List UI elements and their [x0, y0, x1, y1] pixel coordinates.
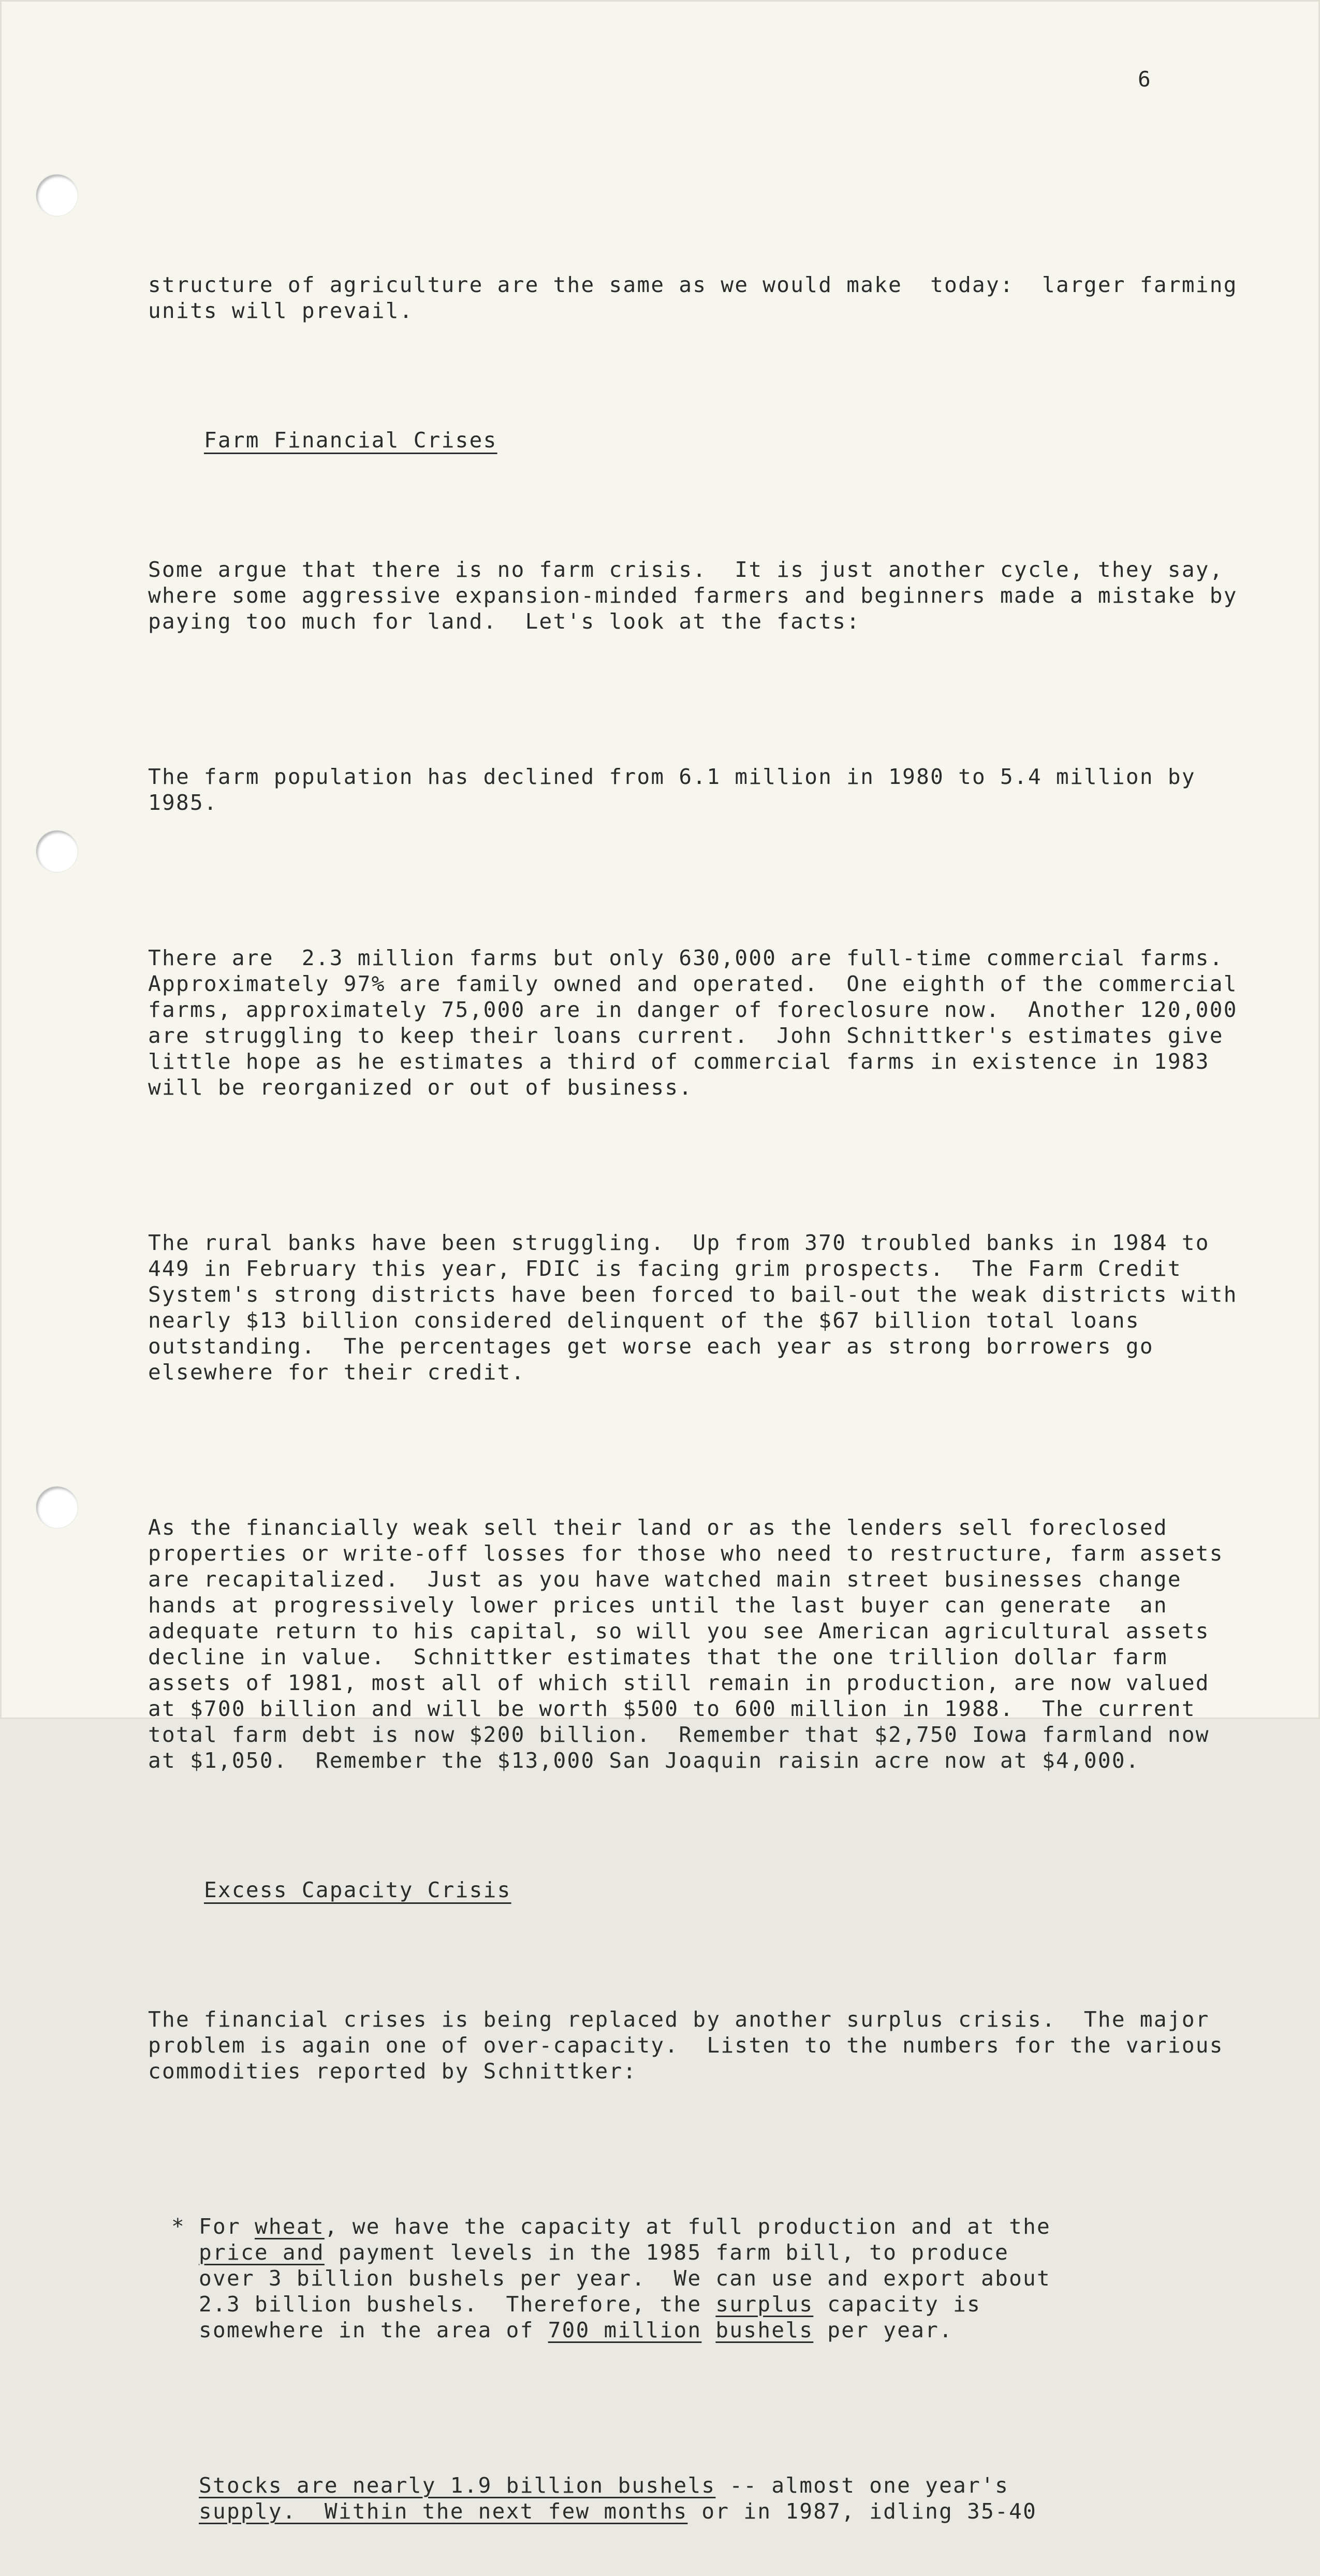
document-body	[148, 220, 1238, 2576]
intro-paragraph: structure of agriculture are the same as we would make today: larger farming units will prevail.	[148, 272, 1238, 323]
paragraph-farm-population: The farm population has declined from 6.1 million in 1980 to 5.4 million by 1985.	[148, 764, 1196, 815]
binder-hole-top	[36, 174, 78, 216]
page-number: 6	[1138, 67, 1152, 92]
paragraph-farm-count: There are 2.3 million farms but only 630,000 are full-time commercial farms. Approximately 97% are family owned and operated. One eighth of the commercial farms, approximately 75,000 are in danger of foreclosure now. Another 120,000 are struggling to keep their loans current. John Schnittker's estimates give little hope as he estimates a third of commercial farms in existence in 1983 will be reorganized or out of business.	[148, 945, 1238, 1100]
paragraph-wheat-stocks: Stocks are nearly 1.9 billion bushels -- almost one year's supply. Within the next few months or in 1987, idling 35-40	[199, 2473, 1037, 2524]
bullet-marker: *	[171, 2214, 185, 2239]
paragraph-surplus-crisis: The financial crises is being replaced by another surplus crisis. The major problem is again one of over-capacity. Listen to the numbers for the various commodities reported by Schnittker:	[148, 2007, 1224, 2084]
binder-hole-middle	[36, 831, 78, 872]
section-heading-farm-financial-crises: Farm Financial Crises	[203, 428, 497, 453]
section-heading-excess-capacity-crisis: Excess Capacity Crisis	[203, 1878, 511, 1902]
paragraph-rural-banks: The rural banks have been struggling. Up from 370 troubled banks in 1984 to 449 in February this year, FDIC is facing grim prospects. The Farm Credit System's strong districts have been forced to bail-out the weak districts with nearly $13 billion considered delinquent of the $67 billion total loans outstanding. The percentages get worse each year as strong borrowers go elsewhere for their credit.	[148, 1230, 1238, 1385]
paragraph-farm-crisis: Some argue that there is no farm crisis. It is just another cycle, they say, where some aggressive expansion-minded farmers and beginners made a mistake by paying too much for land. Let's look at the facts:	[148, 557, 1238, 634]
bullet-wheat: * For wheat, we have the capacity at full production and at the price and payment levels in the 1985 farm bill, to produce over 3 billion bushels per year. We can use and export about 2.3 billion bushels. Therefore, the surplus capacity is somewhere in the area of 700 million bushels per year.	[171, 2214, 1051, 2342]
paragraph-asset-decline: As the financially weak sell their land or as the lenders sell foreclosed properties or write-off losses for those who need to restructure, farm assets are recapitalized. Just as you have watched main street businesses change hands at progressively lower prices until the last buyer can generate an adequate return to his capital, so will you see American agricultural assets decline in value. Schnittker estimates that the one trillion dollar farm assets of 1981, most all of which still remain in production, are now valued at $700 billion and will be worth $500 to 600 million in 1988. The current total farm debt is now $200 billion. Remember that $2,750 Iowa farmland now at $1,050. Remember the $13,000 San Joaquin raisin acre now at $4,000.	[148, 1515, 1224, 1773]
binder-hole-bottom	[36, 1487, 78, 1528]
